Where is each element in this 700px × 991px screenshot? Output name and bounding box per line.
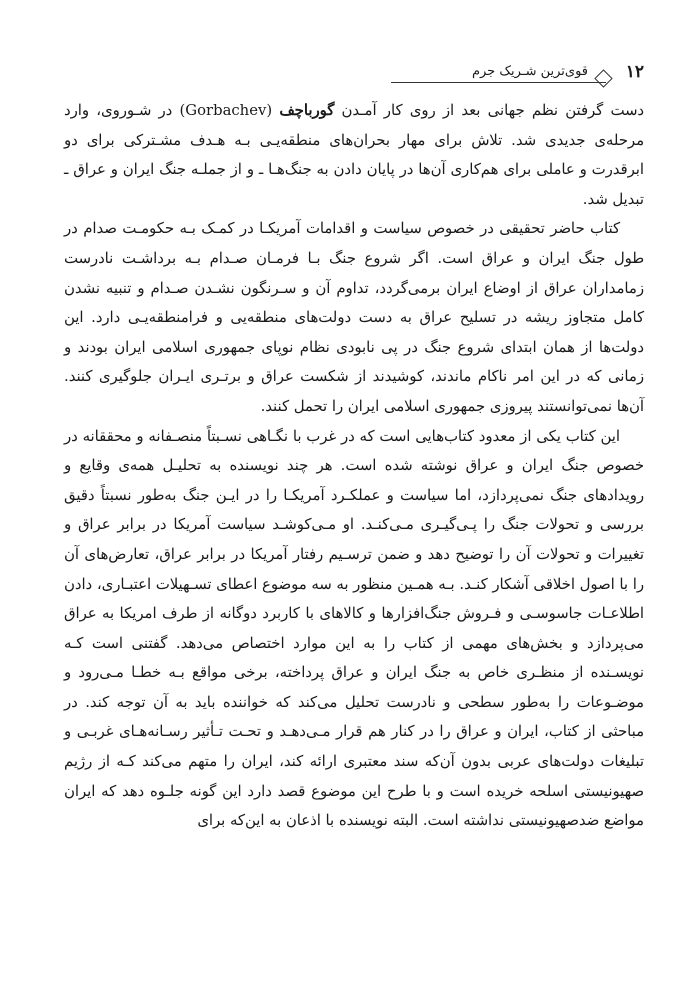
body-text (64, 96, 644, 836)
paragraph-3: این کتاب یکی از معدود کتاب‌هایی است که در غرب با نگـاهی نسـبتاً منصـفانه و محققانه در خصوص جنگ ایران و عراق نوشته شده است. هر چند نویسنده به تحلیـل همه‌ی وقایع و رویدادهای جنگ نمی‌پردازد، اما سیاست و عملکـرد آمریکـا را در ایـن جنگ به‌طور نسبتاً دقیق بررسی و تحولات جنگ را پـی‌گیـری مـی‌کنـد. او مـی‌کوشـد سیاست آمریکا در برابر عراق و تغییرات و تحولات آن را توضیح دهد و ضمن ترسـیم رفتار آمریکا در برابر عراق، تعارض‌های آن را با اصول اخلاقی آشکار کنـد. بـه همـین منظور به سه موضوع اعطای تسـهیلات اعتبـاری، دادن اطلاعـات جاسوسـی و فـروش جنگ‌افزارها و کالاهای با کاربرد دوگانه از طرف امریکا به عراق می‌پردازد و بخش‌های مهمی از کتاب را به این موارد اختصاص می‌دهد. گفتنی است کـه نویسـنده از منظـری خاص به جنگ ایران و عراق پرداخته، برخی مواقع بـه خطـا مـی‌رود و موضـوعات را به‌طور سطحی و نادرست تحلیل می‌کند که خواننده باید به آن توجه کند. در مباحثی از کتاب، ایران و عراق را در کنار هم قرار مـی‌دهـد و تحـت تـأثیر رسـانه‌هـای غربـی و تبلیغات دولت‌های عربی بدون آن‌که سند معتبری ارائه کند، ایران را متهم می‌کند کـه از رژیم صهیونیستی اسلحه خریده است و با طرح این موضوع قصد دارد این گونه جلـوه دهد که ایران مواضع ضدصهیونیستی نداشته است. البته نویسنده با اذعان به این‌که برای (63, 427, 645, 830)
page-header (72, 58, 644, 92)
page-number: ١٢ (625, 62, 644, 82)
running-title: قوی‌ترین شـریک جرم (471, 64, 588, 79)
diamond-ornament-icon (594, 69, 612, 87)
paragraph-1-start: دست گرفتن نظم جهانی بعد از روی کار آمـدن (334, 102, 644, 119)
header-rule (391, 82, 606, 83)
paragraph-2: کتاب حاضر تحقیقی در خصوص سیاست و اقدامات آمریکـا در کمـک بـه حکومـت صدام در طول جنگ ایران و عراق است. اگر شروع جنگ بـا فرمـان صـدام بـه برداشـت نادرست زمامداران عراق از اوضاع ایران برمی‌گردد، تداوم آن و سـرنگون نشـدن صـدام و تنبیه نشدن کامل متجاوز ریشه در تسلیح عراق به دست دولت‌های منطقه‌یی و فرامنطقه‌یـی دارد. این دولت‌ها از همان ابتدای شروع جنگ در پی نابودی نظام نوپای جمهوری اسلامی ایران بودند و زمانی که در این امر ناکام ماندند، کوشیدند از شکست عراق و برتـری ایـران جلوگیری کنند. آن‌ها نمی‌توانستند پیروزی جمهوری اسلامی ایران را تحمل کنند. (64, 220, 644, 415)
gorbachev-bold-name: گورباچف (279, 102, 335, 119)
paragraph-1-rest: (Gorbachev) در شـوروی، وارد مرحله‌ی جدیدی شد. تلاش برای مهار بحران‌های منطقه‌یـی بـه هـدف مشـترکی برای دو ابرقدرت و عاملی برای هم‌کاری آن‌ها در پایان دادن به جنگ‌هـا ـ و از جملـه جنگ ایران و عراق ـ تبدیل شد. (64, 102, 644, 208)
paragraph-1 (64, 96, 644, 214)
